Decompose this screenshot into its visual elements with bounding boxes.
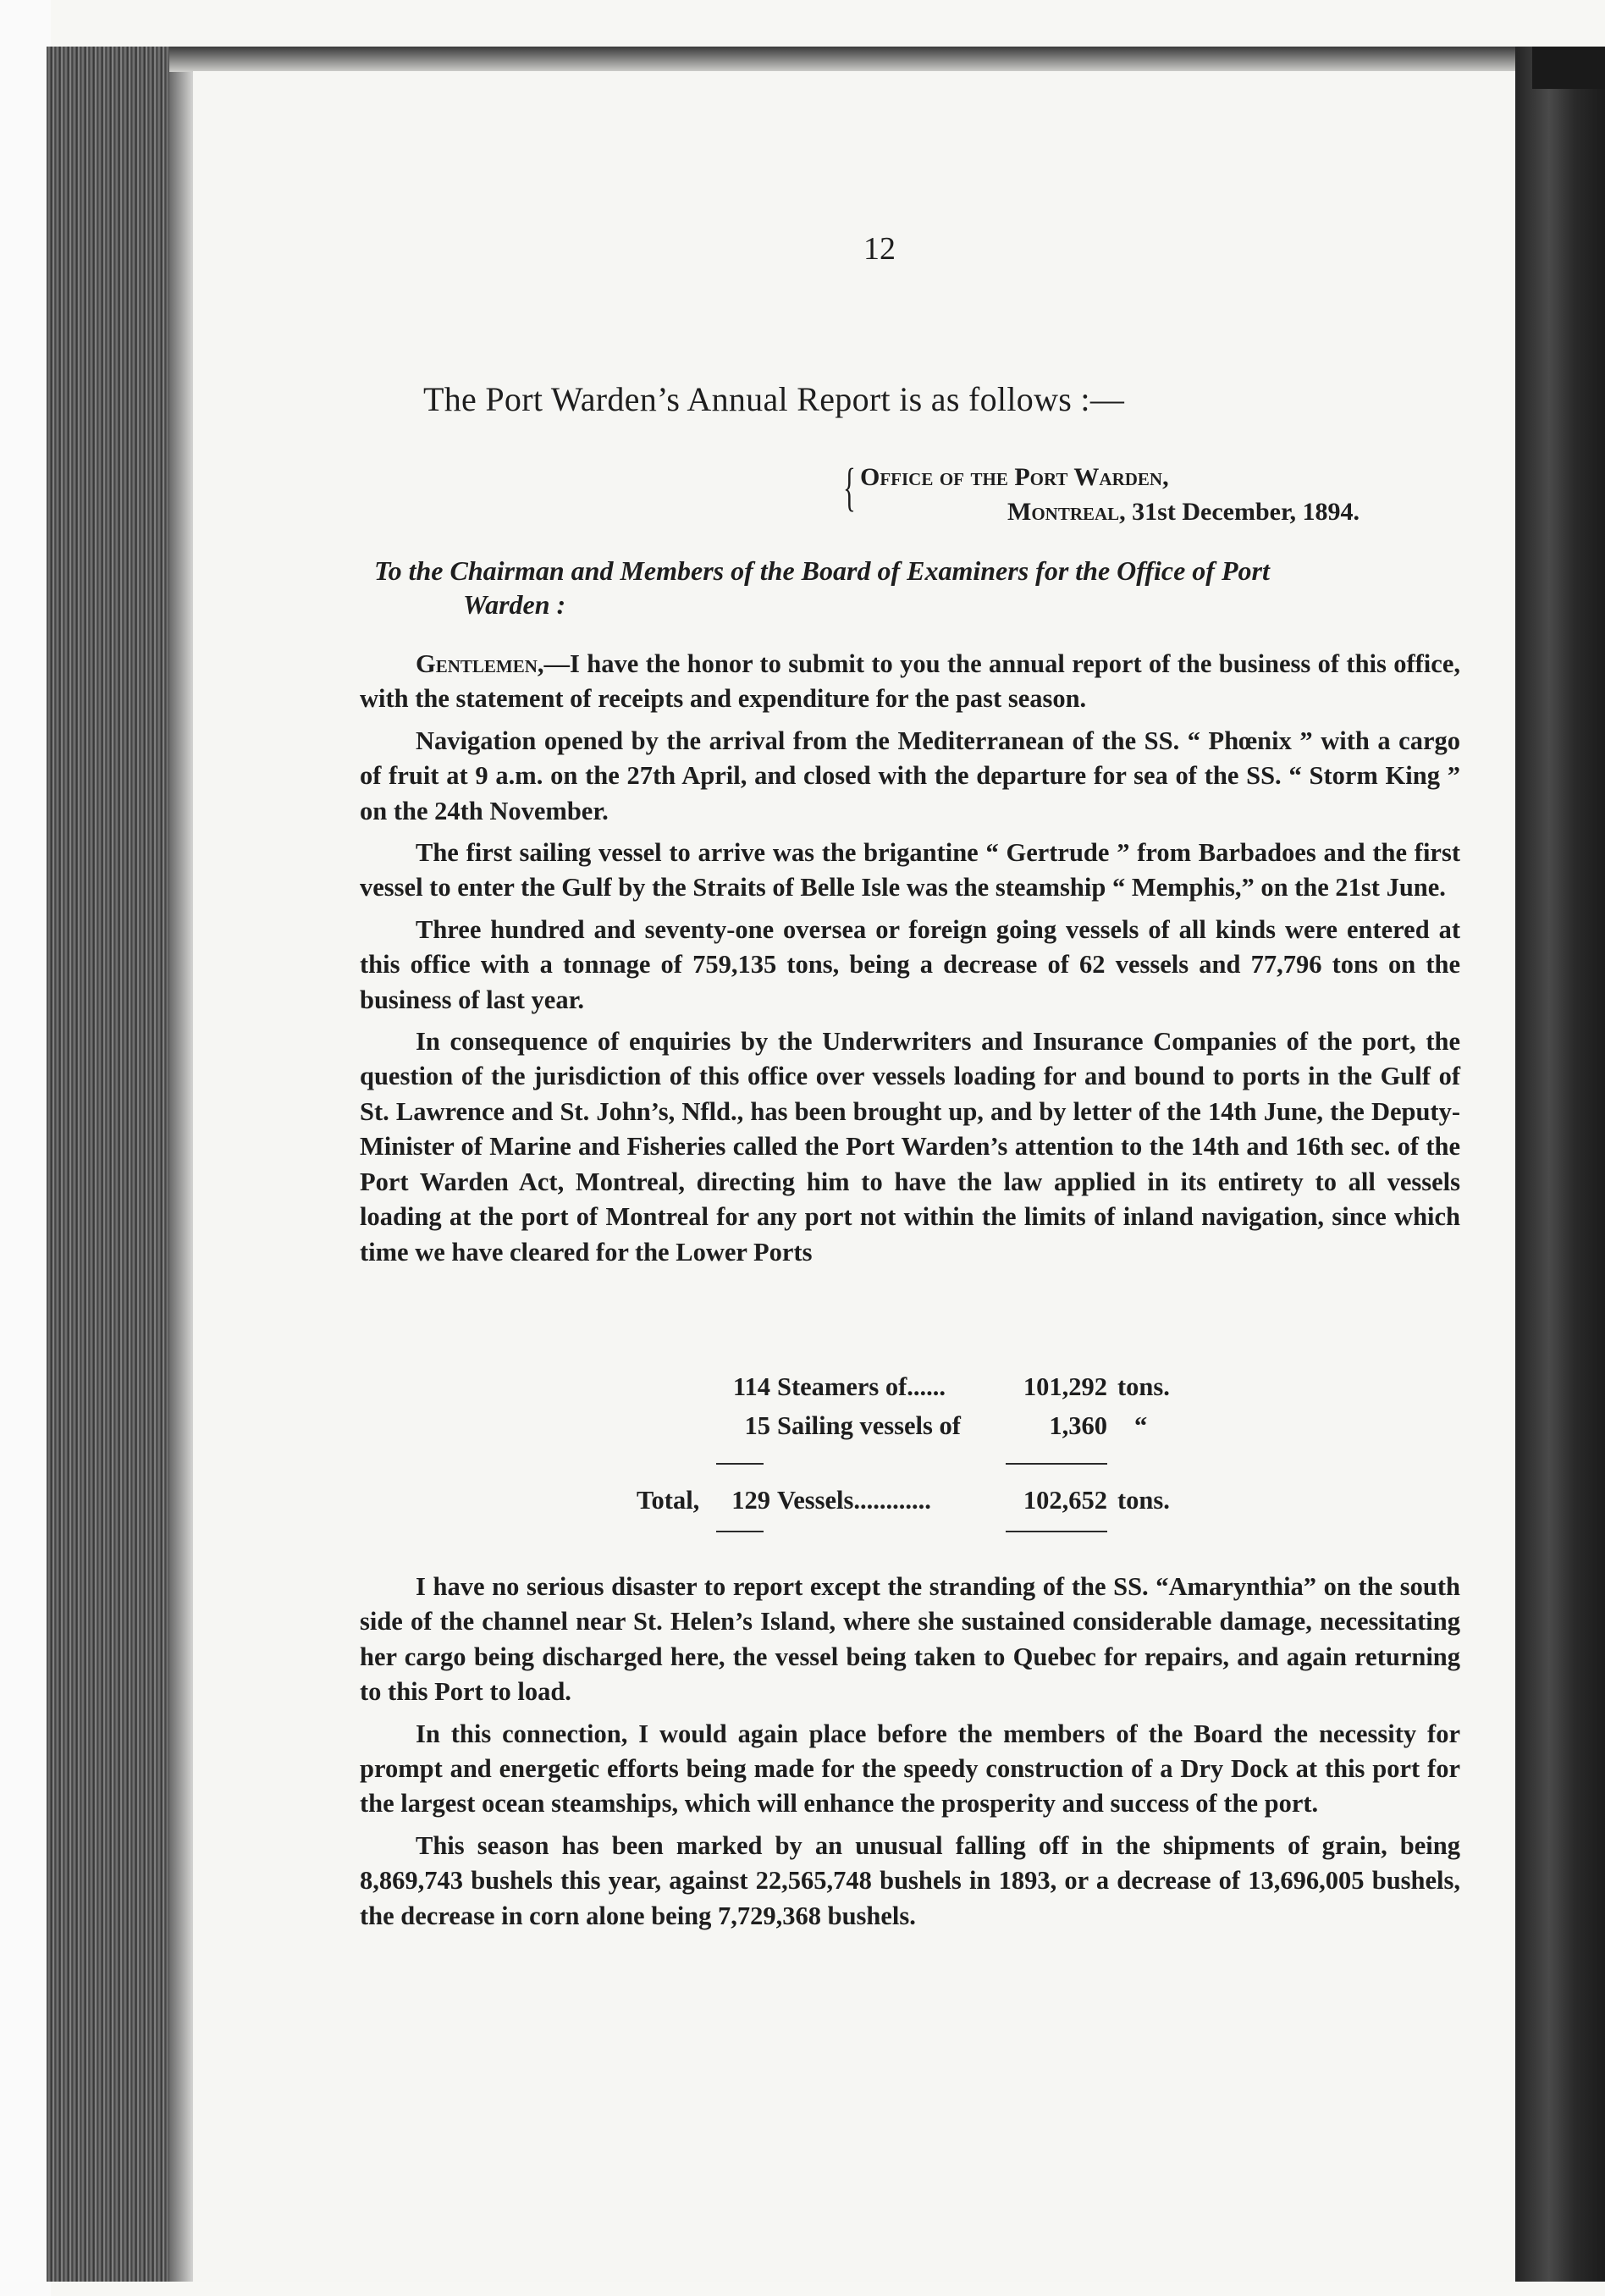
table-row-unit: “	[1134, 1411, 1148, 1440]
table-row-tons: 1,360	[1049, 1411, 1107, 1440]
table-row-tons: 101,292	[1023, 1372, 1107, 1401]
body-paragraphs	[360, 647, 1460, 1270]
book-top-edge	[169, 47, 1515, 72]
book-cover-right	[1515, 47, 1605, 2282]
book-page-edges	[47, 47, 174, 2282]
greeting: Gentlemen,	[416, 649, 544, 678]
paragraph-1-text: —I have the honor to submit to you the annual report of the business of this office, with the statement of receipts and expenditure for the past season.	[360, 649, 1460, 714]
paragraph-2: Navigation opened by the arrival from the Mediterranean of the SS. “ Phœnix ” with a cargo of fruit at 9 a.m. on the 27th April, and closed with the departure for sea of the SS. “ Storm King ” on the 24th November.	[360, 726, 1460, 825]
address-place: Montreal,	[1007, 498, 1126, 526]
page-number: 12	[863, 231, 896, 267]
table-row-unit: tons.	[1117, 1372, 1170, 1401]
salutation-line-1: To the Chairman and Members of the Board of Examiners for the Office of Port	[374, 555, 1270, 586]
table-total-prefix: Total,	[637, 1486, 700, 1515]
binding-shadow	[169, 47, 195, 2282]
salutation-line-2: Warden :	[463, 589, 566, 620]
book-cover-corner	[1532, 47, 1605, 89]
paragraph-1	[360, 647, 1460, 717]
paragraph-7: In this connection, I would again place before the members of the Board the necessity for prompt and energetic efforts being made for the speedy construction of a Dry Dock at this port for the largest ocean steamships, which will enhance the prosperity and success of the port.	[360, 1719, 1460, 1819]
table-rule	[1006, 1463, 1107, 1465]
paragraph-8: This season has been marked by an unusual falling off in the shipments of grain, being 8,869,743 bushels this year, against 22,565,748 bushels in 1893, or a decrease of 13,696,005 bushels, the decrease in corn alone being 7,729,368 bushels.	[360, 1830, 1460, 1930]
table-rule	[1006, 1531, 1107, 1532]
table-row-label: Sailing vessels of	[777, 1411, 961, 1440]
paragraph-4: Three hundred and seventy-one oversea or foreign going vessels of all kinds were entered at this office with a tonnage of 759,135 tons, being a decrease of 62 vessels and 77,796 tons on the business of last year.	[360, 914, 1460, 1014]
table-row-label: Steamers of......	[777, 1372, 946, 1401]
address-line-2	[1007, 498, 1360, 527]
address-date: 31st December, 1894.	[1125, 498, 1360, 526]
body-paragraphs-continued	[360, 1570, 1460, 1934]
table-rule	[716, 1531, 764, 1532]
table-total-count: 129	[731, 1486, 770, 1515]
page-title: The Port Warden’s Annual Report is as follows :—	[423, 380, 1125, 418]
table-row-count: 114	[732, 1372, 770, 1401]
table-total-label: Vessels............	[777, 1486, 931, 1515]
address-line-1: Office of the Port Warden,	[860, 463, 1169, 491]
table-total-tons: 102,652	[1023, 1486, 1107, 1515]
table-row-count: 15	[744, 1411, 770, 1440]
paragraph-5: In consequence of enquiries by the Underwriters and Insurance Companies of the port, the question of the jurisdiction of this office over vessels loading for and bound to ports in the Gulf of St. Lawrence and St. John’s, Nfld., has been brought up, and by letter of the 14th June, the Deputy-Minister of Marine and Fisheries called the Port Warden’s attention to the 14th and 16th sec. of the Port Warden Act, Montreal, directing him to have the law applied in its entirety to all vessels loading at the port of Montreal for any port not within the limits of inland navigation, since which time we have cleared for the Lower Ports	[360, 1027, 1460, 1267]
paragraph-3: The first sailing vessel to arrive was the brigantine “ Gertrude ” from Barbadoes and the first vessel to enter the Gulf by the Straits of Belle Isle was the steamship “ Memphis,” on the 21st June.	[360, 838, 1460, 902]
address-brace: {	[843, 459, 856, 516]
salutation	[374, 554, 1466, 621]
left-margin	[0, 0, 51, 2296]
table-total-unit: tons.	[1117, 1486, 1170, 1515]
table-rule	[716, 1463, 764, 1465]
paragraph-6: I have no serious disaster to report except the stranding of the SS. “Amarynthia” on the south side of the channel near St. Helen’s Island, where she sustained considerable damage, necessitating her cargo being discharged here, the vessel being taken to Quebec for repairs, and again returning to this Port to load.	[360, 1572, 1460, 1707]
